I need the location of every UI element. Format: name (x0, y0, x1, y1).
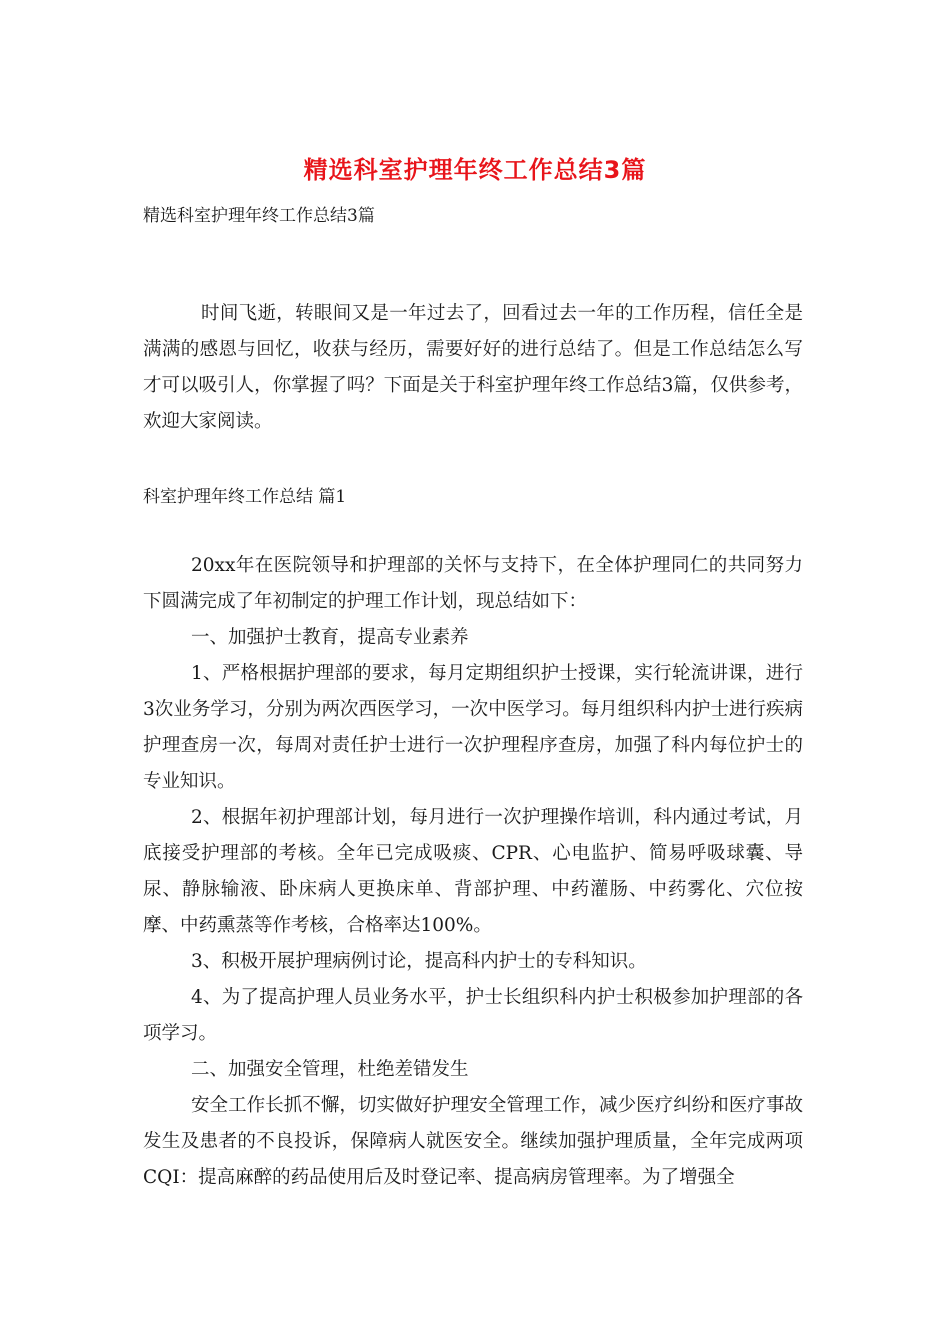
intro-paragraph: 时间飞逝，转眼间又是一年过去了，回看过去一年的工作历程，信任全是满满的感恩与回忆，收获与经历，需要好好的进行总结了。但是工作总结怎么写才可以吸引人，你掌握了吗？下面是关于科室护理年终工作总结3篇，仅供参考，欢迎大家阅读。 (143, 303, 803, 432)
paragraph: 安全工作长抓不懈，切实做好护理安全管理工作，减少医疗纠纷和医疗事故发生及患者的不良投诉，保障病人就医安全。继续加强护理质量，全年完成两项CQI：提高麻醉的药品使用后及时登记率、提高病房管理率。为了增强全 (143, 1095, 803, 1188)
paragraph: 2、根据年初护理部计划，每月进行一次护理操作培训，科内通过考试，月底接受护理部的考核。全年已完成吸痰、CPR、心电监护、简易呼吸球囊、导尿、静脉输液、卧床病人更换床单、背部护理、中药灌肠、中药雾化、穴位按摩、中药熏蒸等作考核，合格率达100%。 (143, 807, 803, 936)
paragraph: 4、为了提高护理人员业务水平，护士长组织科内护士积极参加护理部的各项学习。 (143, 987, 803, 1044)
section-heading: 科室护理年终工作总结 篇1 (143, 487, 347, 507)
paragraph: 3、积极开展护理病例讨论，提高科内护士的专科知识。 (191, 951, 647, 972)
paragraph: 1、严格根据护理部的要求，每月定期组织护士授课，实行轮流讲课，进行3次业务学习，分别为两次西医学习，一次中医学习。每月组织科内护士进行疾病护理查房一次，每周对责任护士进行一次护理程序查房，加强了科内每位护士的专业知识。 (143, 663, 803, 792)
document-subtitle: 精选科室护理年终工作总结3篇 (143, 206, 375, 226)
paragraph: 一、加强护士教育，提高专业素养 (191, 627, 469, 648)
paragraph: 二、加强安全管理，杜绝差错发生 (191, 1059, 469, 1080)
section-content (143, 548, 803, 1196)
paragraph: 20xx年在医院领导和护理部的关怀与支持下，在全体护理同仁的共同努力下圆满完成了年初制定的护理工作计划，现总结如下： (143, 555, 803, 612)
document-title: 精选科室护理年终工作总结3篇 (303, 156, 647, 184)
